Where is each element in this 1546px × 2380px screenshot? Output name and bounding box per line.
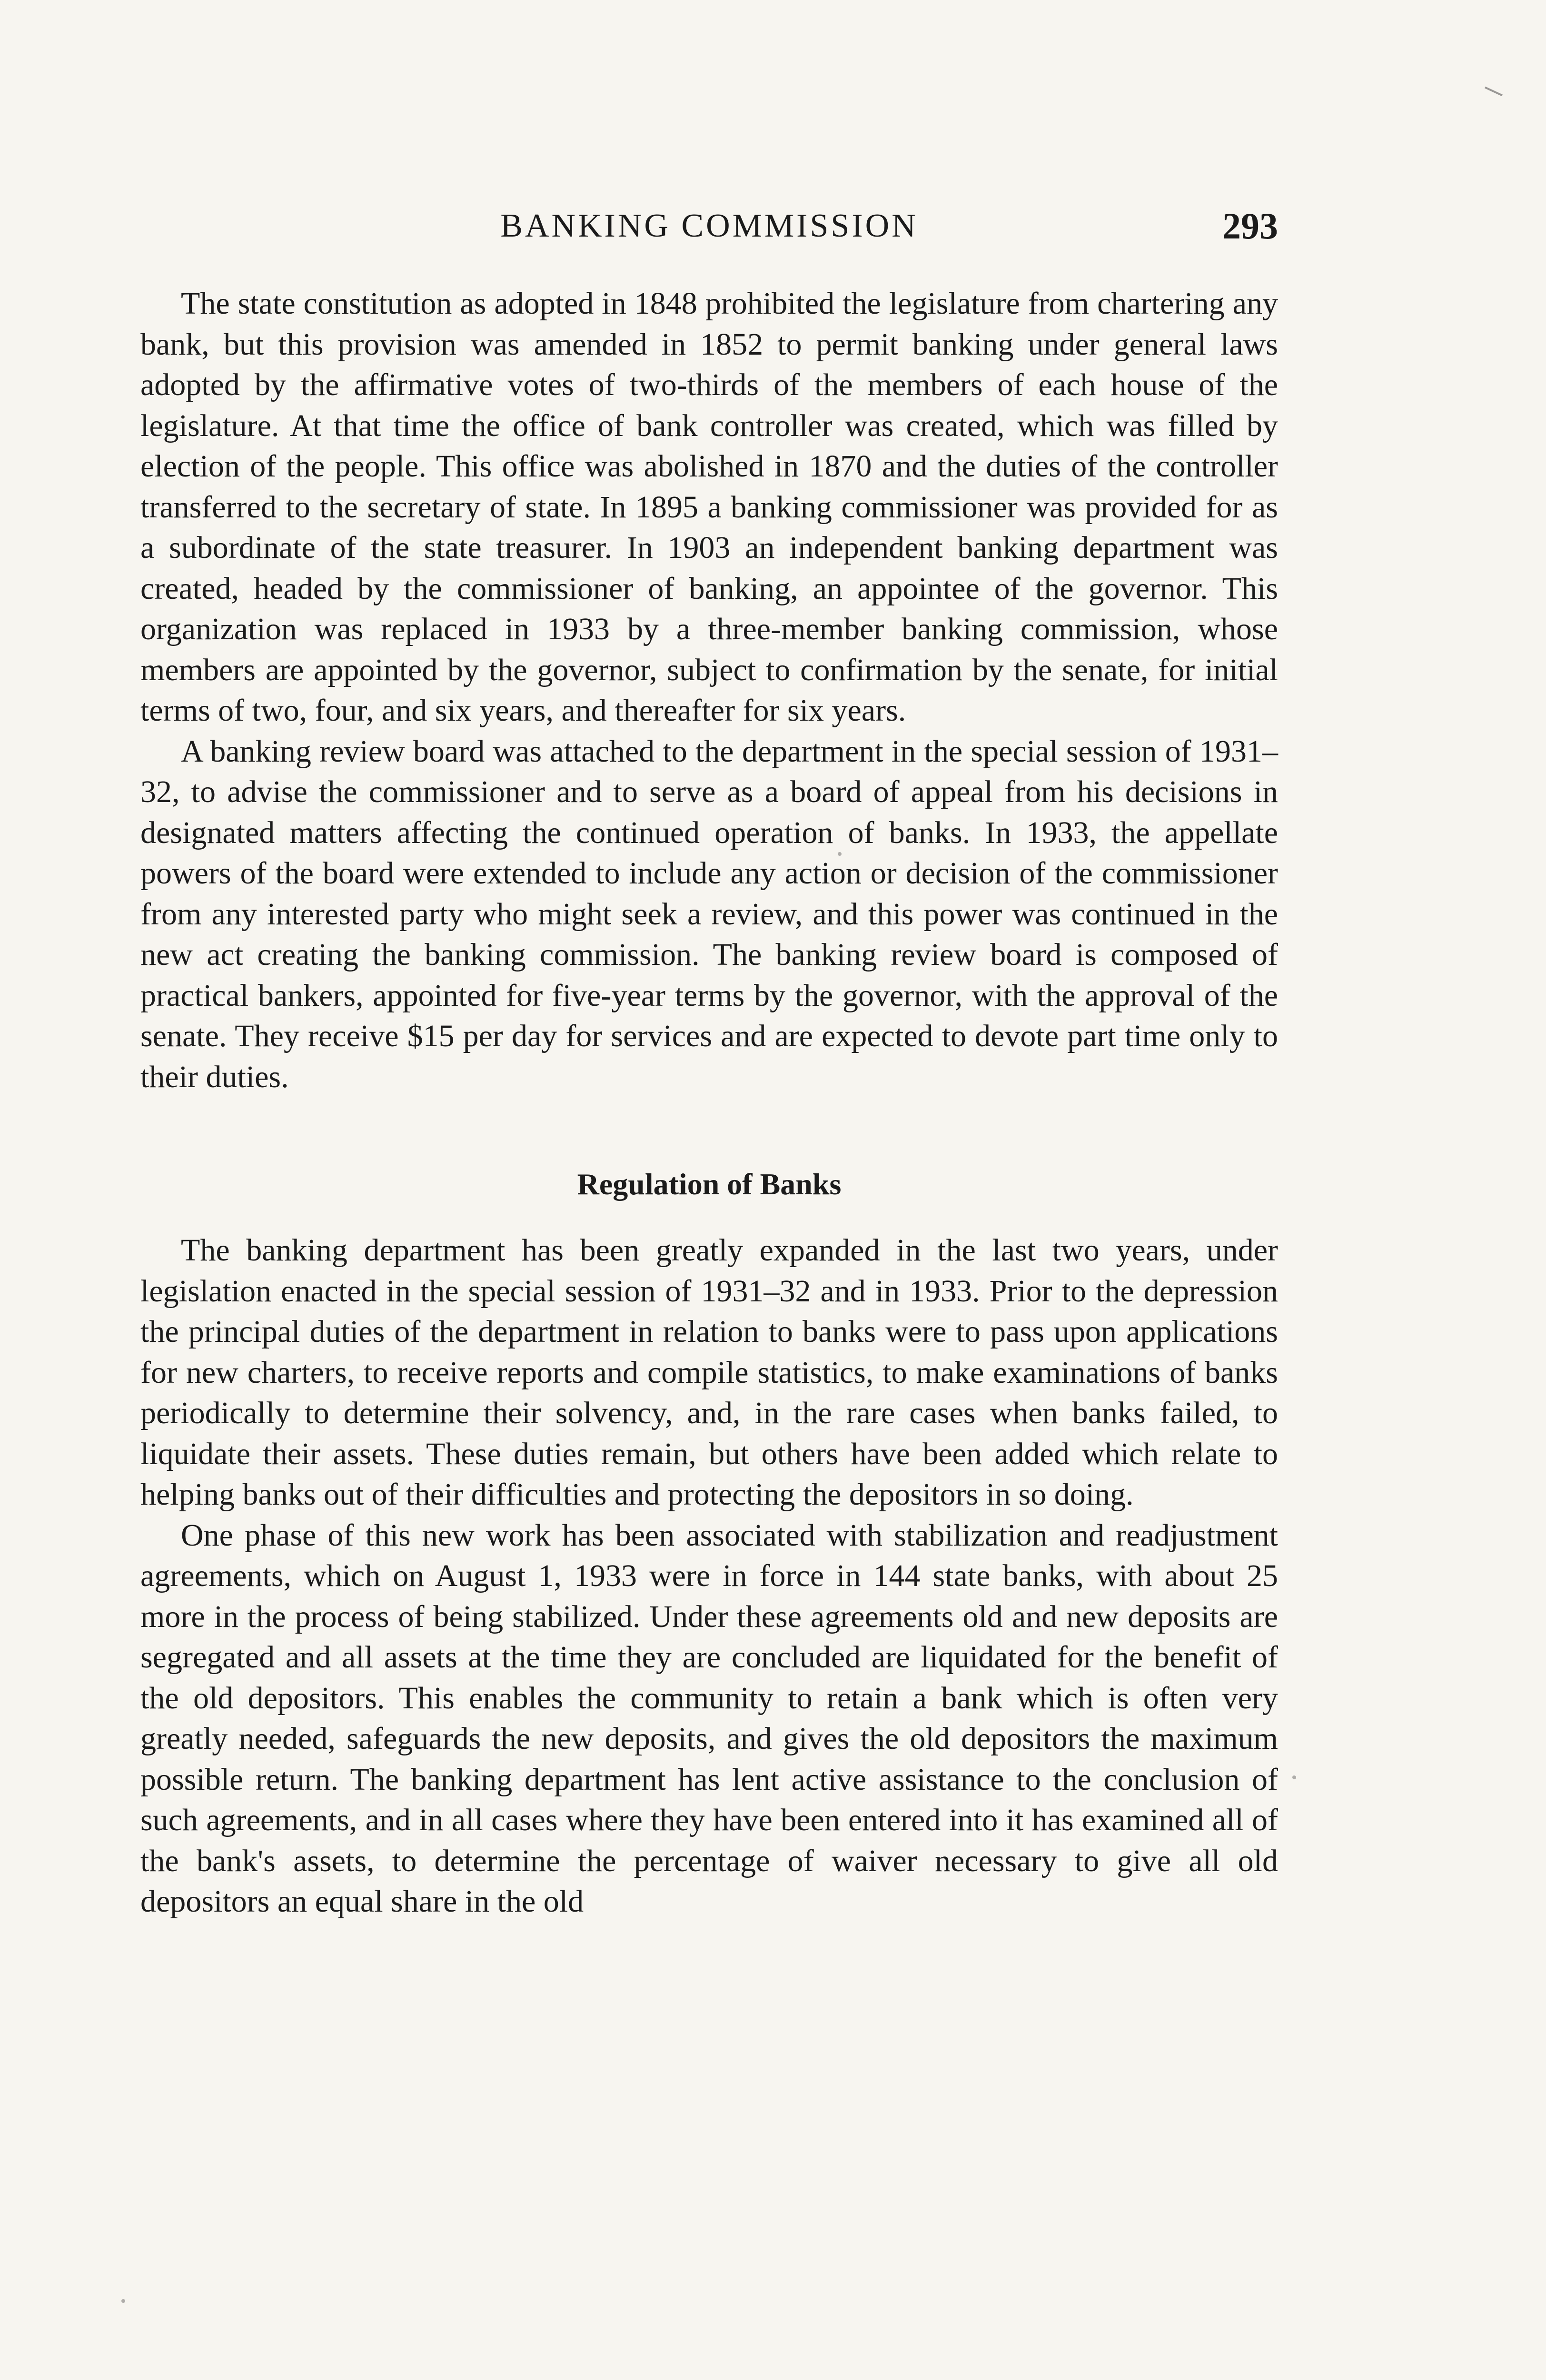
paragraph-stabilization-agreements: One phase of this new work has been associated with stabilization and readjustment agreements, which on August 1, 1933 were in force in 144 state banks, with about 25 more in the process of being stabilized. Under these agreements old and new deposits are segregated and all assets at the time they are concluded are liquidated for the benefit of the old depositors. This enables the community to retain a bank which is often very greatly needed, safeguards the new deposits, and gives the old depositors the maximum possible return. The banking department has lent active assistance to the conclusion of such agreements, and in all cases where they have been entered into it has examined all of the bank's assets, to determine the percentage of waiver necessary to give all old depositors an equal share in the old (140, 1517, 1278, 1919)
scan-speck (1292, 1775, 1296, 1779)
corner-scan-mark (1485, 87, 1503, 97)
page-number: 293 (1222, 205, 1278, 247)
paragraph-constitution-history: The state constitution as adopted in 1848 prohibited the legislature from chartering any bank, but this provision was amended in 1852 to permit banking under general laws adopted by the affirmative votes of two-thirds of the members of each house of the legislature. At that time the office of bank controller was created, which was filled by election of the people. This office was abolished in 1870 and the duties of the controller transferred to the secretary of state. In 1895 a banking commissioner was provided for as a subordinate of the state treasurer. In 1903 an independent banking department was created, headed by the commissioner of banking, an appointee of the governor. This organization was replaced in 1933 by a three-member banking commission, whose members are appointed by the governor, subject to confirmation by the senate, for initial terms of two, four, and six years, and thereafter for six years. (140, 286, 1278, 728)
section-heading-regulation-of-banks: Regulation of Banks (577, 1167, 842, 1201)
page-header (140, 200, 1278, 252)
running-head: BANKING COMMISSION (500, 208, 918, 244)
paragraph-review-board: A banking review board was attached to the department in the special session of 1931–32, to advise the commissioner and to serve as a board of appeal from his decisions in designated matters affecting the continued operation of banks. In 1933, the appellate powers of the board were extended to include any action or decision of the commissioner from any interested party who might seek a review, and this power was continued in the new act creating the banking commission. The banking review board is composed of practical bankers, appointed for five-year terms by the governor, with the approval of the senate. They receive $15 per day for services and are expected to devote part time only to their duties. (140, 734, 1278, 1094)
scan-speck (121, 2299, 125, 2303)
page-body (140, 283, 1278, 1922)
paragraph-department-duties: The banking department has been greatly expanded in the last two years, under legislation enacted in the special session of 1931–32 and in 1933. Prior to the depression the principal duties of the department in relation to banks were to pass upon applications for new charters, to receive reports and compile statistics, to make examinations of banks periodically to determine their solvency, and, in the rare cases when banks failed, to liquidate their assets. These duties remain, but others have been added which relate to helping banks out of their difficulties and protecting the depositors in so doing. (140, 1233, 1278, 1512)
